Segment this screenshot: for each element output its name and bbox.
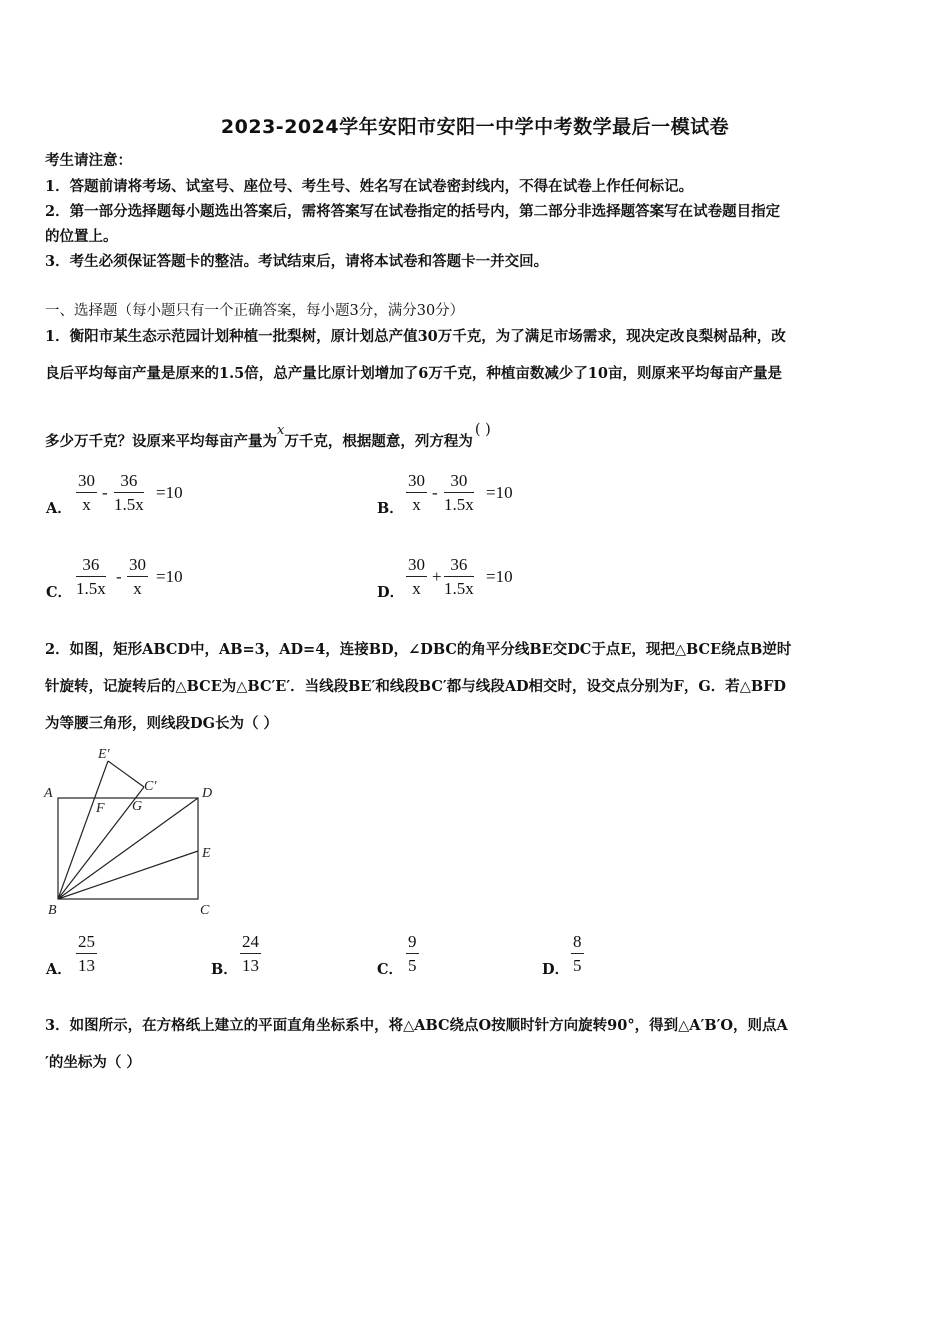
page-title: 2023-2024学年安阳市安阳一中学中考数学最后一模试卷 [220, 116, 730, 138]
q3-text-line: 3．如图所示，在方格纸上建立的平面直角坐标系中，将△ABC绕点O按顺时针方向旋转90°，得到△A′B′O，则点A [45, 1017, 788, 1034]
q1-option-a-rhs: =10 [156, 483, 183, 502]
q1-option-a-label: A． [46, 500, 72, 517]
notice-item: 1．答题前请将考场、试室号、座位号、考生号、姓名写在试卷密封线内，不得在试卷上作任何标记。 [45, 178, 694, 195]
q1-text-part: 万千克，根据题意，列方程为 [284, 432, 473, 450]
q1-variable: x [277, 423, 285, 438]
notice-item: 的位置上。 [45, 228, 118, 245]
notice-item: 3．考生必须保证答题卡的整洁。考试结束后，请将本试卷和答题卡一并交回。 [45, 253, 549, 270]
label-c-prime: C′ [144, 779, 157, 794]
q1-option-c-fraction1: $\frac{36}{1.5x}$ [76, 555, 106, 598]
q1-option-a-fraction2: $\frac{36}{1.5x}$ [114, 471, 144, 514]
label-f: F [96, 801, 105, 816]
q1-option-b-fraction1: $\frac{30}{x}$ [408, 471, 425, 514]
q1-option-b-label: B． [377, 500, 404, 517]
q2-option-d-label: D． [542, 961, 570, 978]
q1-option-d-label: D． [377, 584, 405, 601]
q1-option-b-fraction2: $\frac{30}{1.5x}$ [444, 471, 474, 514]
q1-text-line [45, 421, 907, 452]
q2-text-line: 为等腰三角形，则线段DG长为（ ） [45, 715, 279, 732]
q1-option-a-fraction1: $\frac{30}{x}$ [78, 471, 95, 514]
label-g: G [132, 799, 143, 814]
q2-option-b-label: B． [211, 961, 238, 978]
label-e-prime: E′ [98, 747, 110, 762]
segment-be-prime [58, 761, 108, 899]
q1-text-part: 多少万千克？设原来平均每亩产量为 [45, 432, 277, 450]
q1-option-b-operator: - [432, 483, 438, 502]
q1-option-c-fraction2: $\frac{30}{x}$ [129, 555, 146, 598]
notice-heading: 考生请注意： [45, 152, 132, 169]
segment-bd [58, 798, 198, 899]
q2-text-line: 2．如图，矩形ABCD中，AB=3，AD=4，连接BD，∠DBC的角平分线BE交DC于点E，现把△BCE绕点B逆时 [45, 641, 792, 658]
q3-text-line: ′的坐标为（ ） [45, 1054, 141, 1071]
q1-option-c-operator: - [116, 567, 122, 586]
q1-answer-paren: ( ) [474, 421, 491, 438]
q2-geometry-figure [40, 740, 230, 925]
q2-option-b-fraction: $\frac{24}{13}$ [242, 932, 259, 975]
notice-item: 2．第一部分选择题每小题选出答案后，需将答案写在试卷指定的括号内，第二部分非选择题答案写在试卷题目指定 [45, 203, 781, 220]
segment-e-prime-c-prime [108, 761, 144, 787]
segment-be [58, 851, 198, 899]
section-heading: 一、选择题（每小题只有一个正确答案，每小题3分，满分30分） [45, 303, 465, 319]
q1-option-d-rhs: =10 [486, 567, 513, 586]
q1-option-a-operator: - [102, 483, 108, 502]
q2-option-a-fraction: $\frac{25}{13}$ [78, 932, 95, 975]
q1-option-c-rhs: =10 [156, 567, 183, 586]
q1-option-d-operator: + [432, 567, 442, 586]
q1-option-d-fraction1: $\frac{30}{x}$ [408, 555, 425, 598]
q1-option-b-rhs: =10 [486, 483, 513, 502]
q1-text-line: 1．衡阳市某生态示范园计划种植一批梨树，原计划总产值30万千克，为了满足市场需求，现决定改良梨树品种，改 [45, 328, 786, 345]
q2-option-a-label: A． [46, 961, 72, 978]
q2-option-d-fraction: $\frac{8}{5}$ [573, 932, 582, 975]
label-d: D [202, 786, 213, 801]
label-b: B [48, 903, 57, 918]
label-e: E [202, 846, 211, 861]
q1-option-d-fraction2: $\frac{36}{1.5x}$ [444, 555, 474, 598]
q1-text-line: 良后平均每亩产量是原来的1.5倍，总产量比原计划增加了6万千克，种植亩数减少了10亩，则原来平均每亩产量是 [45, 365, 782, 382]
q1-option-c-label: C． [46, 584, 73, 601]
q2-text-line: 针旋转，记旋转后的△BCE为△BC′E′．当线段BE′和线段BC′都与线段AD相交时，设交点分别为F，G．若△BFD [45, 678, 786, 695]
q2-option-c-label: C． [377, 961, 404, 978]
label-a: A [44, 786, 53, 801]
label-c: C [200, 903, 210, 918]
q2-option-c-fraction: $\frac{9}{5}$ [408, 932, 417, 975]
